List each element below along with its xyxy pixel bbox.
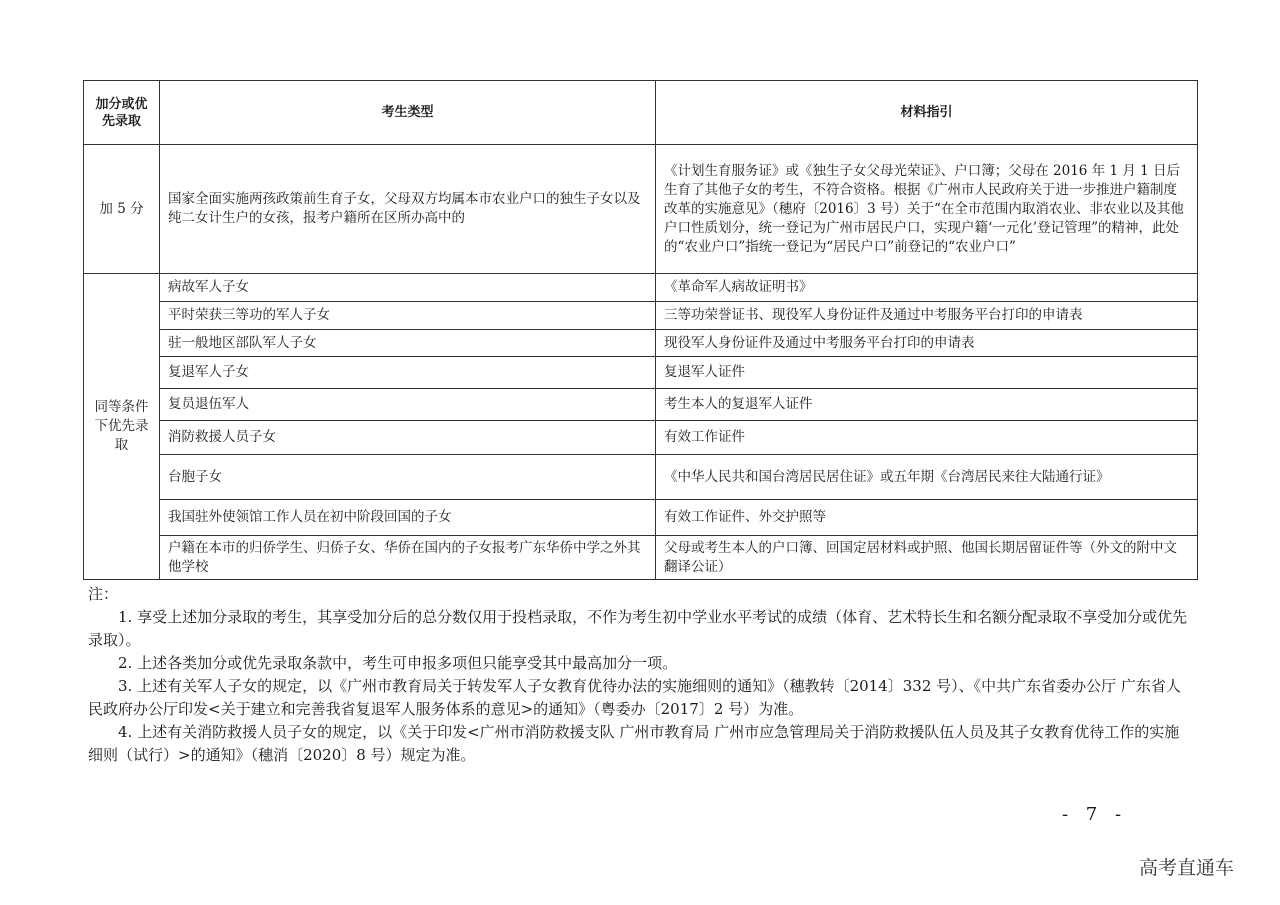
note-item: 2. 上述各类加分或优先录取条款中，考生可申报多项但只能享受其中最高加分一项。 [118, 654, 678, 672]
material-cell: 复退军人证件 [656, 357, 1198, 389]
table-row [84, 274, 1198, 302]
student-type-cell: 驻一般地区部队军人子女 [160, 330, 656, 357]
table-row [84, 357, 1198, 389]
page-number: - 7 - [1062, 804, 1128, 825]
table-header-row [84, 81, 1198, 145]
material-cell: 有效工作证件 [656, 421, 1198, 455]
table-row [84, 330, 1198, 357]
bonus-points-table [83, 80, 1198, 580]
table-row [84, 389, 1198, 421]
category-cell: 加 5 分 [84, 145, 160, 274]
material-cell: 《计划生育服务证》或《独生子女父母光荣证》、户口簿；父母在 2016 年 1 月 1 日后生育了其他子女的考生，不符合资格。根据《广州市人民政府关于进一步推进户籍制度改革的实施意见》（穗府〔2016〕3 号）关于“在全市范围内取消农业、非农业以及其他户口性质划分，统一登记为广州市居民户口，实现户籍‘一元化’登记管理”的精神，此处的“农业户口”指统一登记为“居民户口”前登记的“农业户口” [656, 145, 1198, 274]
student-type-cell: 户籍在本市的归侨学生、归侨子女、华侨在国内的子女报考广东华侨中学之外其他学校 [160, 536, 656, 580]
table-row [84, 500, 1198, 536]
note-item: 4. 上述有关消防救援人员子女的规定，以《关于印发<广州市消防救援支队 广州市教育局 广州市应急管理局关于消防救援队伍人员及其子女教育优待工作的实施细则（试行）>的通知》（穗消〔2020〕8 号）规定为准。 [88, 723, 1180, 764]
material-cell: 现役军人身份证件及通过中考服务平台打印的申请表 [656, 330, 1198, 357]
table-row [84, 536, 1198, 580]
table-row [84, 455, 1198, 500]
table-row [84, 145, 1198, 274]
student-type-cell: 病故军人子女 [160, 274, 656, 302]
student-type-cell: 台胞子女 [160, 455, 656, 500]
note-item: 1. 享受上述加分录取的考生，其享受加分后的总分数仅用于投档录取，不作为考生初中学业水平考试的成绩（体育、艺术特长生和名额分配录取不享受加分或优先录取）。 [88, 608, 1188, 649]
student-type-cell: 我国驻外使领馆工作人员在初中阶段回国的子女 [160, 500, 656, 536]
student-type-cell: 国家全面实施两孩政策前生育子女，父母双方均属本市农业户口的独生子女以及纯二女计生户的女孩，报考户籍所在区所办高中的 [160, 145, 656, 274]
notes-section [88, 583, 1188, 767]
material-cell: 《中华人民共和国台湾居民居住证》或五年期《台湾居民来往大陆通行证》 [656, 455, 1198, 500]
table-row [84, 421, 1198, 455]
student-type-cell: 复员退伍军人 [160, 389, 656, 421]
category-cell: 同等条件下优先录取 [84, 274, 160, 580]
header-student-type: 考生类型 [160, 81, 656, 145]
watermark: 高考直通车 [1139, 857, 1235, 879]
header-category: 加分或优先录取 [84, 81, 160, 145]
student-type-cell: 复退军人子女 [160, 357, 656, 389]
student-type-cell: 平时荣获三等功的军人子女 [160, 302, 656, 330]
table-row [84, 302, 1198, 330]
material-cell: 三等功荣誉证书、现役军人身份证件及通过中考服务平台打印的申请表 [656, 302, 1198, 330]
header-material-guide: 材料指引 [656, 81, 1198, 145]
notes-title: 注： [88, 585, 119, 603]
material-cell: 父母或考生本人的户口簿、回国定居材料或护照、他国长期居留证件等（外文的附中文翻译公证） [656, 536, 1198, 580]
note-item: 3. 上述有关军人子女的规定，以《广州市教育局关于转发军人子女教育优待办法的实施细则的通知》（穗教转〔2014〕332 号）、《中共广东省委办公厅 广东省人民政府办公厅印发<关于建立和完善我省复退军人服务体系的意见>的通知》（粤委办〔2017〕2 号）为准。 [88, 677, 1181, 718]
material-cell: 有效工作证件、外交护照等 [656, 500, 1198, 536]
student-type-cell: 消防救援人员子女 [160, 421, 656, 455]
material-cell: 《革命军人病故证明书》 [656, 274, 1198, 302]
material-cell: 考生本人的复退军人证件 [656, 389, 1198, 421]
